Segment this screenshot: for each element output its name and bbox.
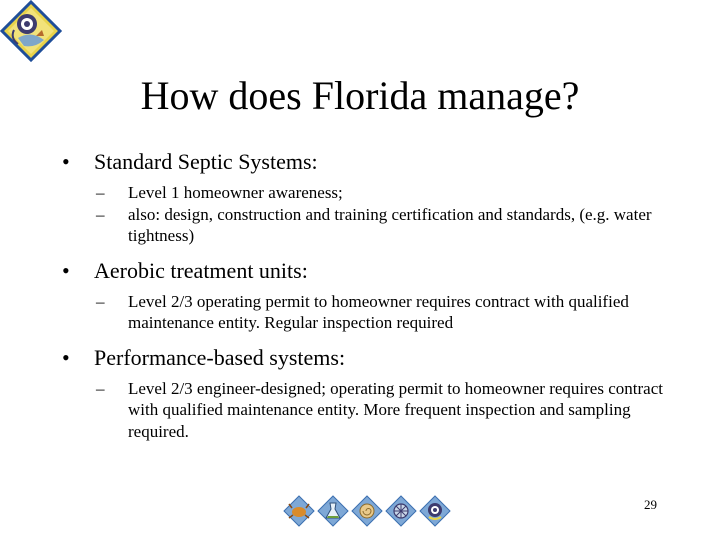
- bullet-item: [62, 257, 682, 334]
- bullet-dot: •: [62, 257, 70, 283]
- sub-bullet-text: Level 2/3 operating permit to homeowner requires contract with qualified maintenance entity. Regular inspection required: [128, 291, 629, 332]
- sub-bullet-item: [94, 204, 682, 247]
- sub-bullet-dash: –: [96, 183, 105, 202]
- bullet-text: Performance-based systems:: [94, 344, 346, 370]
- sub-bullet-dash: –: [96, 378, 105, 398]
- bullet-text: Aerobic treatment units:: [94, 257, 308, 283]
- sub-bullet-text: Level 2/3 engineer-designed; operating permit to homeowner requires contract with qualified maintenance entity. More frequent inspection and sampling required.: [128, 378, 663, 441]
- sub-bullet-list: [94, 182, 682, 247]
- bullet-item: [62, 344, 682, 443]
- sub-bullet-item: [94, 378, 682, 443]
- sub-bullet-dash: –: [96, 204, 105, 224]
- sub-bullet-list: [94, 378, 682, 443]
- face-icon: [419, 495, 451, 527]
- bullet-dot: •: [62, 344, 70, 370]
- shell-icon: [351, 495, 383, 527]
- sub-bullet-dash: –: [96, 291, 105, 311]
- slide-title: How does Florida manage?: [140, 73, 580, 118]
- flask-icon: [317, 495, 349, 527]
- dial-icon: [385, 495, 417, 527]
- bullet-list: [62, 148, 682, 442]
- sub-bullet-item: [94, 291, 682, 334]
- footer-icon-strip: [283, 495, 453, 529]
- sub-bullet-text: also: design, construction and training certification and standards, (e.g. water tightness): [128, 204, 652, 245]
- bullet-dot: •: [62, 149, 70, 174]
- page-number: 29: [644, 497, 657, 512]
- logo-icon: [0, 0, 62, 62]
- sub-bullet-item: [94, 182, 682, 204]
- sub-bullet-text: Level 1 homeowner awareness;: [128, 183, 343, 202]
- bullet-item: [62, 148, 682, 247]
- crab-icon: [283, 495, 315, 527]
- sub-bullet-list: [94, 291, 682, 334]
- bullet-text: Standard Septic Systems:: [94, 149, 318, 174]
